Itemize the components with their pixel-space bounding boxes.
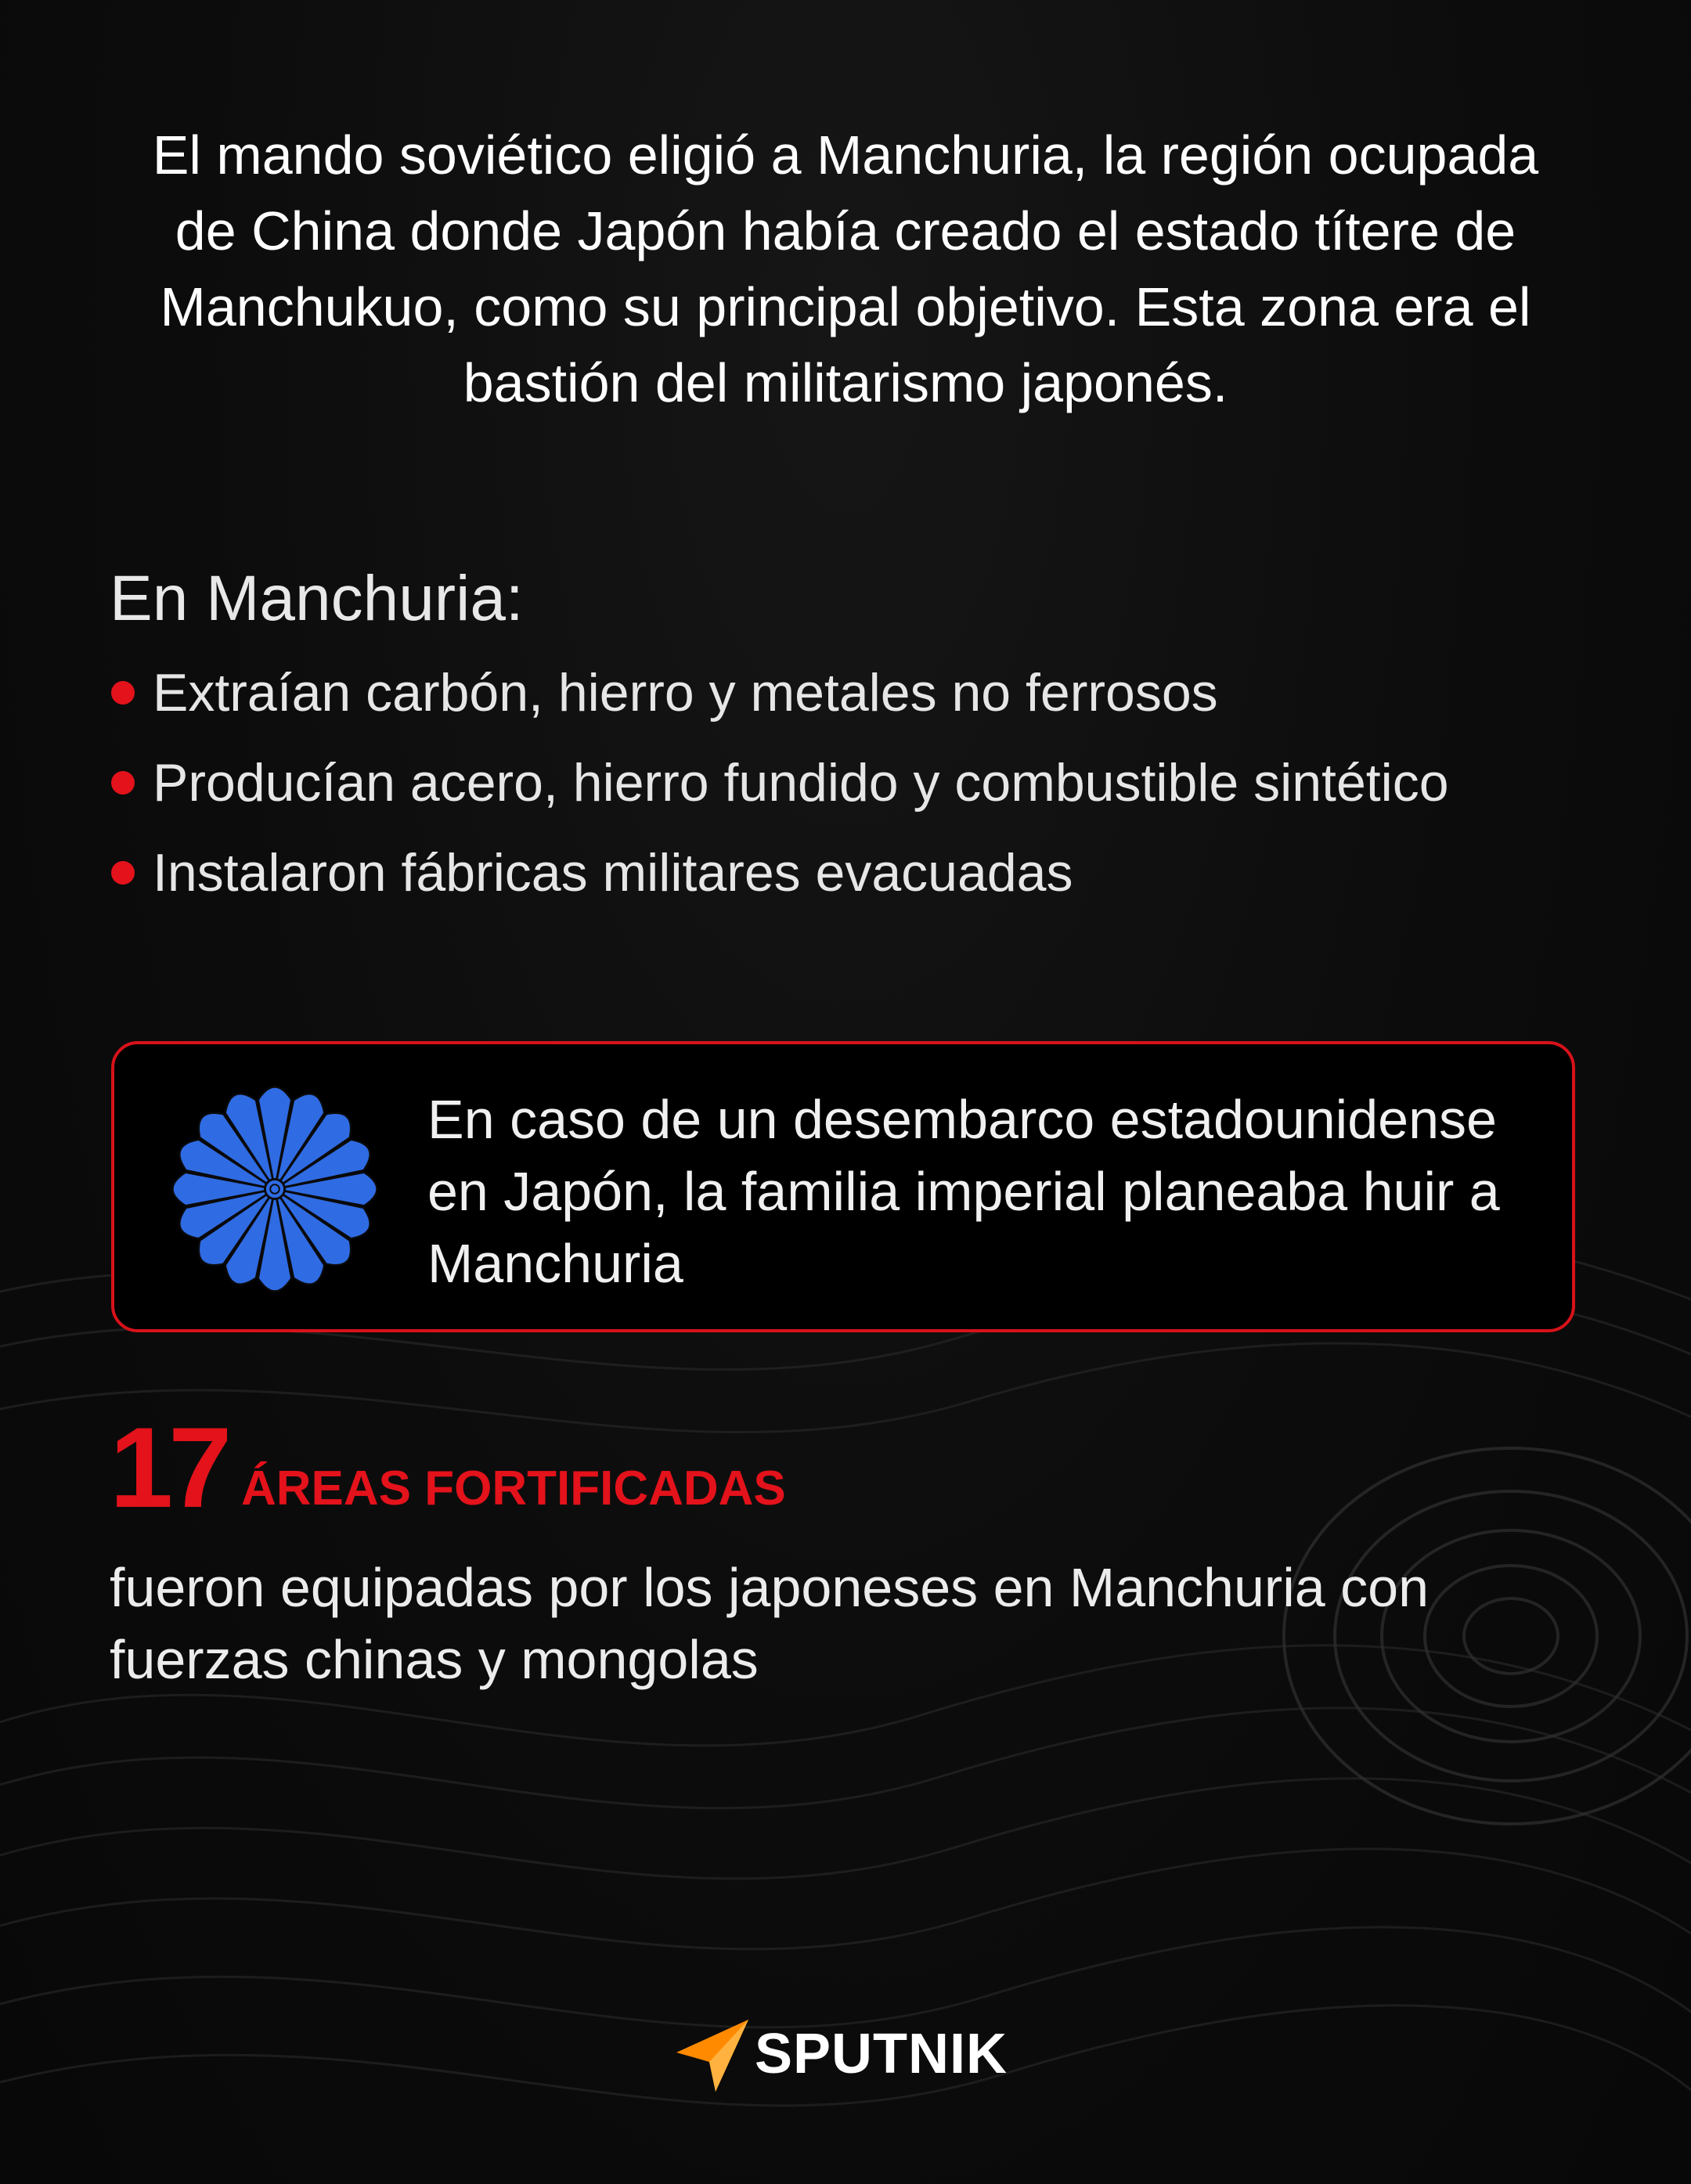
list-item-text: Instalaron fábricas militares evacuadas	[153, 843, 1073, 903]
list-item-text: Producían acero, hierro fundido y combustible sintético	[153, 753, 1449, 813]
brand-name: SPUTNIK	[755, 2023, 1008, 2085]
list-item-text: Extraían carbón, hierro y metales no ferrosos	[153, 663, 1218, 723]
callout-box	[111, 1041, 1575, 1332]
list-item	[110, 838, 1597, 909]
bullet-dot-icon	[111, 861, 135, 885]
facts-list	[110, 658, 1597, 928]
bullet-dot-icon	[111, 681, 135, 705]
section-heading: En Manchuria:	[110, 563, 524, 634]
list-item	[110, 748, 1597, 819]
sputnik-logo-icon	[673, 2018, 752, 2093]
callout-text: En caso de un desembarco estadounidense en Japón, la familia imperial planeaba huir a Manchuria	[427, 1089, 1500, 1294]
intro-paragraph: El mando soviético eligió a Manchuria, la región ocupada de China donde Japón había creado el estado títere de Manchukuo, como su principal objetivo. Esta zona era el bastión del militarismo japonés.	[152, 124, 1539, 413]
imperial-chrysanthemum-icon	[161, 1076, 388, 1303]
stat-number: 17	[110, 1404, 228, 1531]
list-item	[110, 658, 1597, 729]
bullet-dot-icon	[111, 771, 135, 795]
stat-description: fueron equipadas por los japoneses en Manchuria con fuerzas chinas y mongolas	[110, 1557, 1430, 1690]
stat-label: ÁREAS FORTIFICADAS	[241, 1461, 786, 1515]
